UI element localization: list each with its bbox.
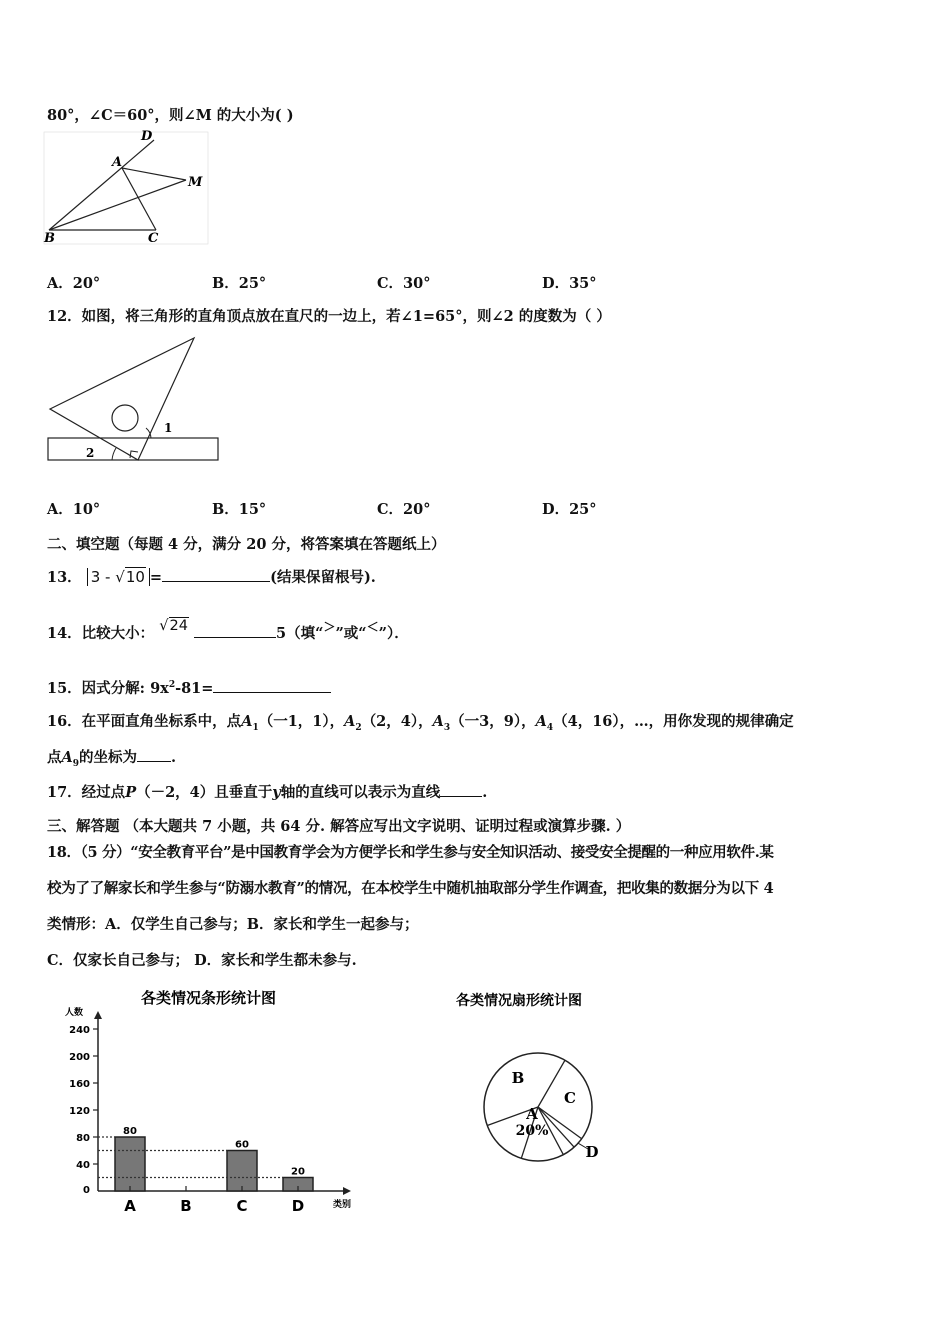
q16-a4: A (535, 713, 547, 730)
q13-answer-blank[interactable] (162, 567, 270, 582)
q12-choice-c: C．20° (377, 501, 431, 518)
q12-figure (46, 336, 221, 464)
q18-line4: C．仅家长自己参与； D．家长和学生都未参与. (47, 952, 357, 969)
bar-value-label: 60 (235, 1139, 249, 1151)
section2-heading: 二、填空题（每题 4 分，满分 20 分，将答案填在答题纸上） (47, 536, 446, 553)
q11-choice-b: B．25° (212, 275, 267, 292)
q16-a3-sub: 3 (443, 722, 451, 733)
q15-answer-blank[interactable] (213, 678, 331, 693)
q18-line1: 18．（5 分）“安全教育平台”是中国教育学会为方便学长和学生参与安全知识活动、接受安全提醒的一种应用软件.某 (47, 844, 774, 861)
label-1: 1 (164, 421, 173, 435)
line-bd (49, 140, 154, 230)
q13-abs-left: 3 - (90, 568, 111, 586)
bar-a (115, 1137, 145, 1191)
bar-value-label: 80 (123, 1126, 137, 1137)
bar-chart (55, 985, 385, 1215)
bar-y-tick-label: 80 (76, 1133, 90, 1144)
q14-answer-blank[interactable] (194, 623, 276, 638)
q18-line3: 类情形：A．仅学生自己参与；B．家长和学生一起参与； (47, 916, 419, 933)
q16-a1: A (241, 713, 253, 730)
bar-y-tick-label: 160 (69, 1079, 90, 1090)
bar-y-tick-label: 200 (69, 1052, 90, 1063)
q12-choice-d: D．25° (542, 501, 597, 518)
q14-end: ”）． (378, 625, 409, 642)
q13-number: 13． (47, 569, 82, 586)
bar-value-label: 20 (291, 1166, 305, 1178)
q16-end: . (171, 749, 177, 766)
bar-chart-xlabel: 类别 (333, 1200, 352, 1210)
q14-radicand: 24 (169, 618, 188, 634)
angle2-arc (112, 448, 116, 460)
q17-post: 轴的直线可以表示为直线 (280, 784, 441, 801)
q14-lt: ＜ (366, 620, 379, 634)
bar-x-axis-arrow (343, 1187, 351, 1195)
q16-p4: （4，16），…，用你发现的规律确定 (553, 713, 794, 730)
q16-line1 (47, 710, 794, 733)
bar-category-label: B (180, 1197, 192, 1215)
q16-p3: （一3，9）， (450, 713, 536, 730)
q16-a2-sub: 2 (355, 722, 362, 733)
q16-answer-blank[interactable] (137, 747, 171, 762)
label-c: C (148, 231, 159, 246)
q15-exponent: 2 (168, 680, 176, 691)
bar-category-label: C (236, 1197, 248, 1215)
q17-point-p: P (125, 784, 137, 801)
label-d: D (141, 129, 153, 144)
q13-sqrt-sign: √ (115, 568, 125, 586)
label-m: M (188, 175, 203, 190)
q15-prefix: 15．因式分解: 9x (47, 680, 169, 697)
label-2: 2 (86, 446, 95, 460)
q12-stem: 12．如图，将三角形的直角顶点放在直尺的一边上，若∠1=65°，则∠2 的度数为（ ） (47, 308, 611, 325)
q13-radicand: 10 (125, 568, 145, 586)
q17-answer-blank[interactable] (440, 782, 482, 797)
pie-chart-title: 各类情况扇形统计图 (456, 993, 582, 1009)
q17-pre: 17．经过点 (47, 784, 126, 801)
q12-choice-b: B．15° (212, 501, 267, 518)
q13-equals: = (149, 569, 163, 586)
label-b: B (44, 231, 55, 246)
pie-label-c: C (564, 1089, 576, 1107)
bar-y-tick-label: 0 (83, 1185, 90, 1196)
bar-y-tick-label: 120 (69, 1106, 90, 1117)
bar-category-label: D (291, 1197, 305, 1215)
section3-heading: 三、解答题 （本大题共 7 小题，共 64 分. 解答应写出文字说明、证明过程或演算步骤. ） (47, 818, 631, 835)
pie-label-b: B (511, 1069, 525, 1087)
q17-end: . (482, 784, 488, 801)
q11-choice-c: C．30° (377, 275, 431, 292)
bar-chart-title: 各类情况条形统计图 (141, 989, 277, 1007)
line-ac (122, 168, 156, 230)
q16-p1: （一1，1）， (258, 713, 345, 730)
q16-a9: A (61, 749, 73, 766)
pie-label-a: A (526, 1105, 538, 1123)
q13-abs-expression (87, 568, 150, 586)
line-bm (49, 180, 186, 230)
q11-choice-a: A．20° (47, 275, 101, 292)
q13 (47, 566, 376, 587)
q14 (47, 618, 409, 643)
q14-or: ”或“ (335, 625, 367, 642)
q11-frame (44, 132, 208, 244)
q16-text: 16．在平面直角坐标系中，点 (47, 713, 242, 730)
q11-stem: 80°，∠C＝60°，则∠M 的大小为( ) (47, 107, 294, 124)
q15 (47, 677, 331, 698)
bar-chart-ylabel: 人数 (65, 1008, 84, 1018)
q14-prefix: 14．比较大小： (47, 625, 155, 642)
q16-line2-post: 的坐标为 (79, 749, 138, 766)
q17-coord: （－2，4）且垂直于 (136, 784, 273, 801)
bar-y-tick-label: 40 (76, 1160, 90, 1171)
q17 (47, 781, 487, 802)
pie-chart (450, 985, 650, 1175)
pie-radius (538, 1060, 565, 1107)
q14-sqrt-sign: √ (159, 618, 169, 634)
q14-gt: ＞ (323, 620, 336, 634)
q14-sqrt24 (159, 618, 189, 634)
bar-y-axis-arrow (94, 1011, 102, 1019)
q12-choice-a: A．10° (47, 501, 101, 518)
q17-y: y (272, 784, 281, 801)
q16-line2 (47, 746, 176, 769)
q18-line2: 校为了了解家长和学生参与“防溺水教育”的情况，在本校学生中随机抽取部分学生作调查，把收集的数据分为以下 4 (47, 880, 774, 897)
q14-mid: 5（填“ (276, 625, 324, 642)
q11-choice-d: D．35° (542, 275, 597, 292)
q16-a2: A (344, 713, 356, 730)
q13-tail: (结果保留根号). (270, 569, 376, 586)
q16-a9-sub: 9 (72, 758, 80, 769)
triangle-hole (112, 405, 138, 431)
label-a: A (112, 155, 123, 170)
q16-a3: A (432, 713, 444, 730)
line-am (122, 168, 186, 180)
q16-line2-pre: 点 (47, 749, 62, 766)
bar-category-label: A (124, 1197, 136, 1215)
triangle (50, 338, 194, 460)
q16-p2: （2，4）， (361, 713, 433, 730)
pie-percent-a: 20% (515, 1123, 549, 1139)
q15-suffix: -81= (175, 680, 214, 697)
bar-c (227, 1151, 257, 1192)
q16-a4-sub: 4 (546, 722, 554, 733)
bar-y-tick-label: 240 (69, 1025, 90, 1036)
q11-figure (44, 130, 214, 245)
q16-a1-sub: 1 (252, 722, 259, 733)
right-angle-mark (130, 451, 138, 458)
pie-label-d: D (585, 1143, 599, 1161)
